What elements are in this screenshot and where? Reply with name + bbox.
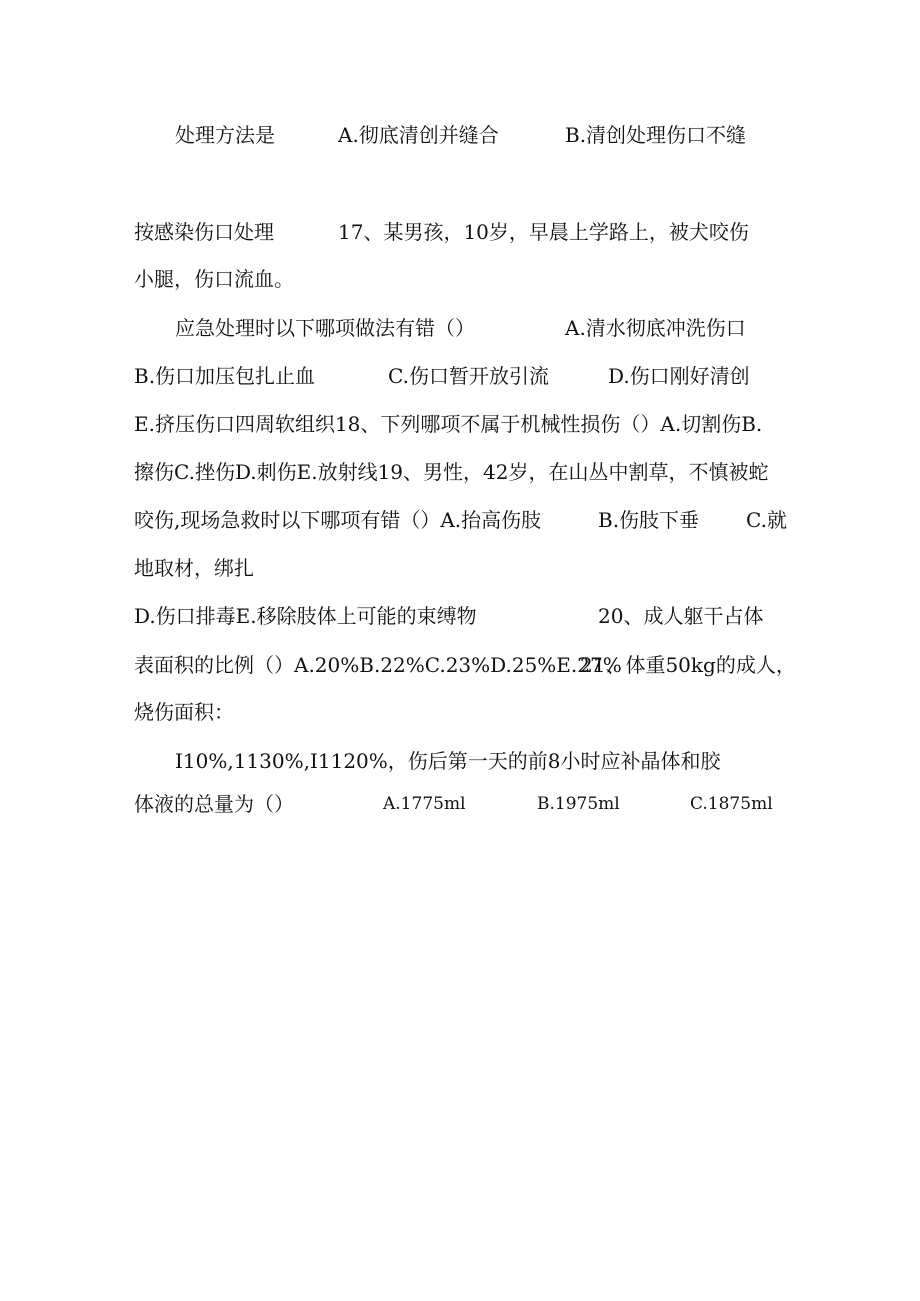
question-21: 21、体重50kg的成人， bbox=[580, 653, 796, 677]
line-text: I10%,1130%,I1120%，伤后第一天的前8小时应补晶体和胶 bbox=[175, 749, 721, 773]
text-line-12 bbox=[0, 697, 920, 727]
text-line-11 bbox=[0, 650, 920, 680]
question-17: 17、某男孩，10岁，早晨上学路上，被犬咬伤 bbox=[338, 220, 749, 244]
line-text: E.挤压伤口四周软组织18、下列哪项不属于机械性损伤（）A.切割伤B. bbox=[134, 412, 763, 436]
line-text: 按感染伤口处理 bbox=[134, 220, 274, 244]
line-text: 处理方法是 bbox=[175, 123, 275, 147]
option-b: B.伤口加压包扎止血 bbox=[134, 364, 316, 388]
text-line-2 bbox=[0, 217, 920, 247]
line-text: 烧伤面积： bbox=[134, 700, 234, 724]
text-line-4 bbox=[0, 313, 920, 343]
text-line-13 bbox=[0, 746, 920, 776]
text-line-3 bbox=[0, 264, 920, 294]
option-c: C.伤口暂开放引流 bbox=[388, 364, 549, 388]
text-line-6 bbox=[0, 409, 920, 439]
text-line-5 bbox=[0, 361, 920, 391]
text-line-1 bbox=[0, 120, 920, 150]
text-line-7 bbox=[0, 457, 920, 487]
text-line-10 bbox=[0, 601, 920, 631]
question-20: 20、成人躯干占体 bbox=[598, 604, 764, 628]
line-text: 咬伤,现场急救时以下哪项有错（）A.抬高伤肢 bbox=[134, 508, 542, 532]
text-line-14 bbox=[0, 789, 920, 819]
text-line-9 bbox=[0, 553, 920, 583]
text-line-8 bbox=[0, 505, 920, 535]
option-b: B.伤肢下垂 bbox=[598, 508, 700, 532]
option-a: A.彻底清创并缝合 bbox=[338, 123, 499, 147]
line-text: 地取材，绑扎 bbox=[134, 556, 254, 580]
option-a: A.1775ml bbox=[383, 794, 466, 814]
option-b: B.清创处理伤口不缝 bbox=[565, 123, 747, 147]
line-text: D.伤口排毒E.移除肢体上可能的束缚物 bbox=[134, 604, 477, 628]
option-d: D.伤口刚好清创 bbox=[608, 364, 750, 388]
line-text: 表面积的比例（）A.20%B.22%C.23%D.25%E.27% bbox=[134, 653, 622, 677]
option-b: B.1975ml bbox=[537, 794, 620, 814]
line-text: 小腿，伤口流血。 bbox=[134, 267, 294, 291]
line-text: 擦伤C.挫伤D.刺伤E.放射线19、男性，42岁，在山丛中割草，不慎被蛇 bbox=[134, 460, 769, 484]
option-a: A.清水彻底冲洗伤口 bbox=[565, 316, 746, 340]
line-text: 体液的总量为（） bbox=[134, 792, 294, 816]
line-text: 应急处理时以下哪项做法有错（） bbox=[175, 316, 475, 340]
option-c: C.就 bbox=[746, 508, 787, 532]
option-c: C.1875ml bbox=[690, 794, 773, 814]
